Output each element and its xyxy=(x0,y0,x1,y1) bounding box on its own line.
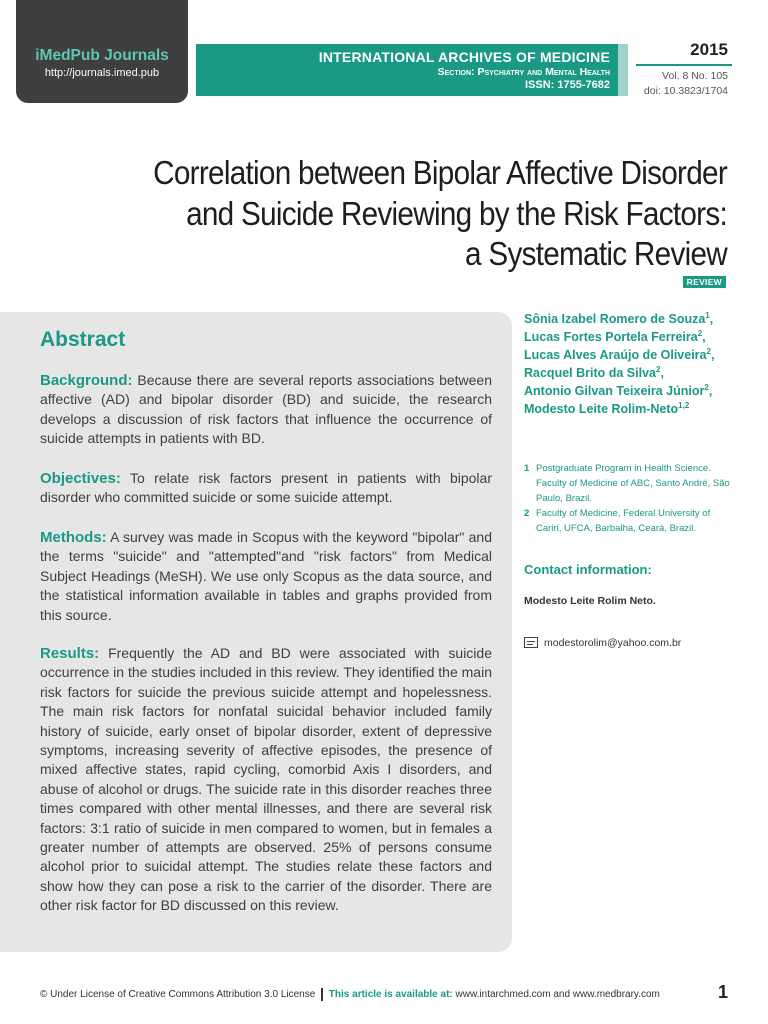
author: Lucas Fortes Portela Ferreira$^2$, xyxy=(524,329,706,344)
author: Modesto Leite Rolim-Neto$^{1,2}$ xyxy=(524,401,690,416)
affiliation-number: 2 xyxy=(524,508,530,519)
abstract-methods xyxy=(40,528,492,625)
objectives-text: To relate risk factors present in patients with bipolar disorder who committed suicide or some suicide attempt. xyxy=(40,470,492,506)
publisher-url[interactable]: http://journals.imed.pub xyxy=(44,67,160,79)
article-title xyxy=(151,153,727,275)
license-text: © Under License of Creative Commons Attribution 3.0 License xyxy=(40,989,316,1001)
year-divider xyxy=(636,64,732,66)
publisher-box xyxy=(16,0,188,103)
publication-year: 2015 xyxy=(690,40,728,59)
journal-title: INTERNATIONAL ARCHIVES OF MEDICINE xyxy=(318,49,610,65)
journal-issn: ISSN: 1755-7682 xyxy=(525,79,610,91)
title-line: Correlation between Bipolar Affective Disorder xyxy=(153,154,728,191)
objectives-label: Objectives: xyxy=(40,470,121,487)
author: Racquel Brito da Silva$^2$, xyxy=(524,365,664,380)
affiliation xyxy=(524,507,734,537)
abstract-heading: Abstract xyxy=(40,328,126,351)
availability-links[interactable]: www.intarchmed.com and www.medbrary.com xyxy=(455,989,660,1001)
methods-label: Methods: xyxy=(40,529,107,546)
mail-icon xyxy=(524,637,538,648)
background-label: Background: xyxy=(40,372,133,389)
results-text: Frequently the AD and BD were associated with suicide occurrence in the studies included in this review. They identified the main risk factors for suicide the previous suicide attempt and hopelessness. The main risk factors for nonfatal suicidal behavior included family history of suicide, early onset of bipolar disorder, extent of depressive symptoms, increasing severity of affective episodes, the presence of mixed affective states, rapid cycling, comorbid Axis I disorders, and abuse of alcohol or drugs. The suicide rate in this disorder reaches three times compared with other mental illnesses, and there are several risk factors: 3:1 ratio of suicide in men compared to women, but in females a greater number of attempts are observed. 25% of persons consume alcohol prior to suicidal attempt. The studies relate these factors and show how they can pose a risk to the carrier of the disorder. There are other risk factor for BD discussed on this review. xyxy=(40,645,492,914)
results-label: Results: xyxy=(40,645,100,662)
author: Sônia Izabel Romero de Souza$^1$, xyxy=(524,311,714,326)
footer-separator xyxy=(321,988,323,1001)
contact-name: Modesto Leite Rolim Neto. xyxy=(524,595,656,607)
volume-info: Vol. 8 No. 105 xyxy=(662,70,728,82)
page-number: 1 xyxy=(717,982,728,1002)
contact-heading: Contact information: xyxy=(524,562,652,577)
title-line: a Systematic Review xyxy=(465,235,727,272)
author-list xyxy=(524,310,754,418)
page-footer xyxy=(40,988,660,1001)
affiliation-text: Faculty of Medicine, Federal University of Cariri, UFCA, Barbalha, Ceará, Brazil. xyxy=(536,508,711,534)
abstract-objectives xyxy=(40,469,492,508)
methods-text: A survey was made in Scopus with the keyword "bipolar" and the terms "suicide" and "attempted"and "risk factors" from Medical Subject Headings (MeSH). We use only Scopus as the data source, and the statistical information available in tables and graphs provided from this source. xyxy=(40,529,492,623)
title-line: and Suicide Reviewing by the Risk Factors: xyxy=(186,194,727,232)
background-text: Because there are several reports associations between affective (AD) and bipolar disorder (BD) and suicide, the research develops a discussion of risk factors that influence the occurrence of suicide attempts in patients with BD. xyxy=(40,372,493,447)
banner-tab xyxy=(618,44,628,96)
contact-email-row xyxy=(524,637,681,649)
author: Lucas Alves Araújo de Oliveira$^2$, xyxy=(524,347,715,362)
author: Antonio Gilvan Teixeira Júnior$^2$, xyxy=(524,383,713,398)
affiliation-number: 1 xyxy=(524,463,530,474)
journal-banner xyxy=(196,44,618,96)
doi[interactable]: doi: 10.3823/1704 xyxy=(643,85,728,97)
availability-label: This article is available at: xyxy=(328,989,453,1001)
affiliation-text: Postgraduate Program in Health Science. Faculty of Medicine of ABC, Santo André, São Paulo, Brazil. xyxy=(536,463,730,504)
abstract-background xyxy=(40,371,492,449)
abstract-results xyxy=(40,644,492,916)
publisher-name: iMedPub Journals xyxy=(35,47,169,64)
journal-section: Section: Psychiatry and Mental Health xyxy=(437,66,610,78)
article-type-badge: REVIEW xyxy=(683,276,726,288)
contact-email[interactable]: modestorolim@yahoo.com.br xyxy=(544,637,682,649)
affiliation xyxy=(524,462,734,506)
